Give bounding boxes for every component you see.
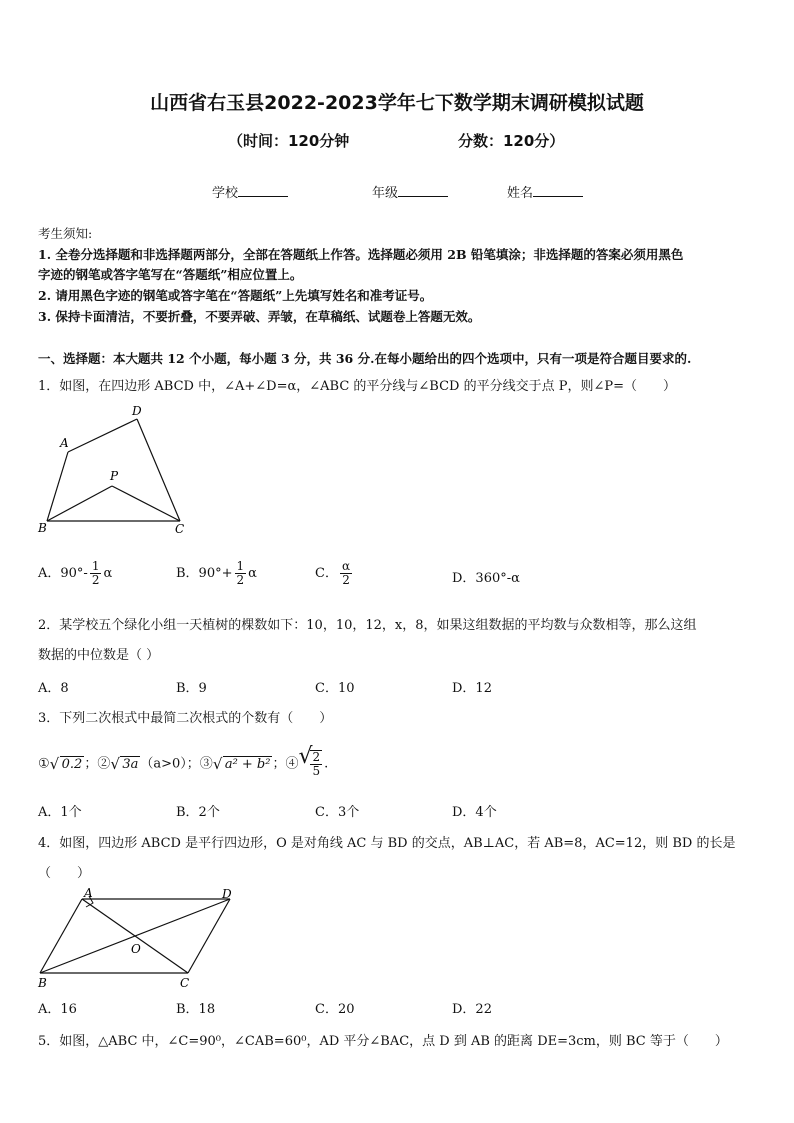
question-3-items: ① √ 0.2 ；② √ 3a （a>0）；③ √ a² + b² ；④ √ $\frac{2}{5}$ . (38, 744, 329, 778)
question-2-stem-cont: 数据的中位数是（ ） (38, 648, 160, 663)
q4-option-a[interactable]: A．16 (38, 1002, 77, 1017)
q3-option-c[interactable]: C．3个 (315, 805, 360, 820)
question-1-stem: 1．如图，在四边形 ABCD 中，∠A+∠D=α，∠ABC 的平分线与∠BCD 的平分线交于点 P，则∠P=（ ） (38, 379, 677, 394)
notice-item: 字迹的钢笔或答字笔写在“答题纸”相应位置上。 (38, 267, 303, 282)
point-label-p: P (110, 469, 119, 483)
exam-time: （时间：120分钟 (228, 132, 350, 150)
segment-pc (112, 486, 180, 521)
notice-item: 2. 请用黑色字迹的钢笔或答字笔在“答题纸”上先填写姓名和准考证号。 (38, 288, 433, 303)
vertex-label-c: C (175, 522, 185, 536)
diagonal-bd (40, 899, 230, 973)
segment-bp (47, 486, 112, 521)
exam-score: 分数：120分） (458, 132, 565, 150)
point-label-o: O (131, 942, 141, 956)
vertex-label-b: B (38, 976, 47, 990)
q1-option-a[interactable]: A．90°- $\frac{1}{2}$ α (38, 559, 113, 587)
grade-label: 年级 (372, 186, 399, 201)
question-3-stem: 3．下列二次根式中最简二次根式的个数有（ ） (38, 711, 333, 726)
grade-blank[interactable] (398, 184, 448, 197)
vertex-label-a: A (84, 886, 93, 900)
sqrt-0-2: √ 0.2 (49, 754, 83, 773)
q3-option-a[interactable]: A．1个 (38, 805, 82, 820)
name-label: 姓名 (507, 186, 534, 201)
vertex-label-d: D (132, 404, 142, 418)
q4-option-d[interactable]: D．22 (452, 1002, 492, 1017)
parallelogram-figure (30, 885, 250, 995)
section-heading: 一、选择题：本大题共 12 个小题，每小题 3 分，共 36 分.在每小题给出的四个选项中，只有一项是符合题目要求的. (38, 351, 692, 366)
question-4-stem-cont: （ ） (38, 866, 91, 881)
vertex-label-b: B (38, 521, 47, 535)
sqrt-2-5: √ $\frac{2}{5}$ (298, 744, 321, 778)
sqrt-3a: √ 3a (110, 754, 139, 773)
notice-item: 3. 保持卡面清洁，不要折叠，不要弄破、弄皱，在草稿纸、试题卷上答题无效。 (38, 309, 481, 324)
quadrilateral-figure (30, 400, 200, 540)
notice-heading: 考生须知: (38, 226, 93, 241)
q2-option-d[interactable]: D．12 (452, 681, 492, 696)
question-5-stem: 5．如图，△ABC 中，∠C=90⁰，∠CAB=60⁰，AD 平分∠BAC，点 D 到 AB 的距离 DE=3cm，则 BC 等于（ ） (38, 1034, 728, 1049)
name-blank[interactable] (533, 184, 583, 197)
name-field[interactable] (507, 182, 583, 201)
vertex-label-a: A (60, 436, 69, 450)
question-2-stem: 2．某学校五个绿化小组一天植树的棵数如下：10，10，12，x，8，如果这组数据的平均数与众数相等，那么这组 (38, 618, 697, 633)
q1-option-c[interactable]: C． $\frac{\alpha}{2}$ (315, 559, 351, 587)
page-title: 山西省右玉县2022-2023学年七下数学期末调研模拟试题 (150, 92, 644, 114)
school-field[interactable] (212, 182, 288, 201)
grade-field[interactable] (372, 182, 448, 201)
q4-option-b[interactable]: B．18 (176, 1002, 216, 1017)
q3-option-d[interactable]: D．4个 (452, 805, 497, 820)
school-blank[interactable] (238, 184, 288, 197)
edge-dc (137, 419, 180, 521)
q2-option-b[interactable]: B．9 (176, 681, 207, 696)
edge-ab (40, 899, 82, 973)
edge-ab (47, 452, 68, 521)
q4-option-c[interactable]: C．20 (315, 1002, 355, 1017)
q1-option-d[interactable]: D．360°-α (452, 571, 520, 586)
vertex-label-c: C (180, 976, 190, 990)
notice-item: 1. 全卷分选择题和非选择题两部分，全部在答题纸上作答。选择题必须用 2B 铅笔填涂；非选择题的答案必须用黑色 (38, 247, 684, 262)
edge-dc (188, 899, 230, 973)
vertex-label-d: D (222, 887, 232, 901)
q2-option-a[interactable]: A．8 (38, 681, 69, 696)
sqrt-a2-b2: √ a² + b² (212, 754, 271, 773)
question-4-stem: 4．如图，四边形 ABCD 是平行四边形，O 是对角线 AC 与 BD 的交点，AB⊥AC，若 AB=8，AC=12，则 BD 的长是 (38, 836, 736, 851)
q3-option-b[interactable]: B．2个 (176, 805, 220, 820)
q1-option-b[interactable]: B．90°+ $\frac{1}{2}$ α (176, 559, 257, 587)
q2-option-c[interactable]: C．10 (315, 681, 355, 696)
edge-ad (68, 419, 137, 452)
school-label: 学校 (212, 186, 239, 201)
